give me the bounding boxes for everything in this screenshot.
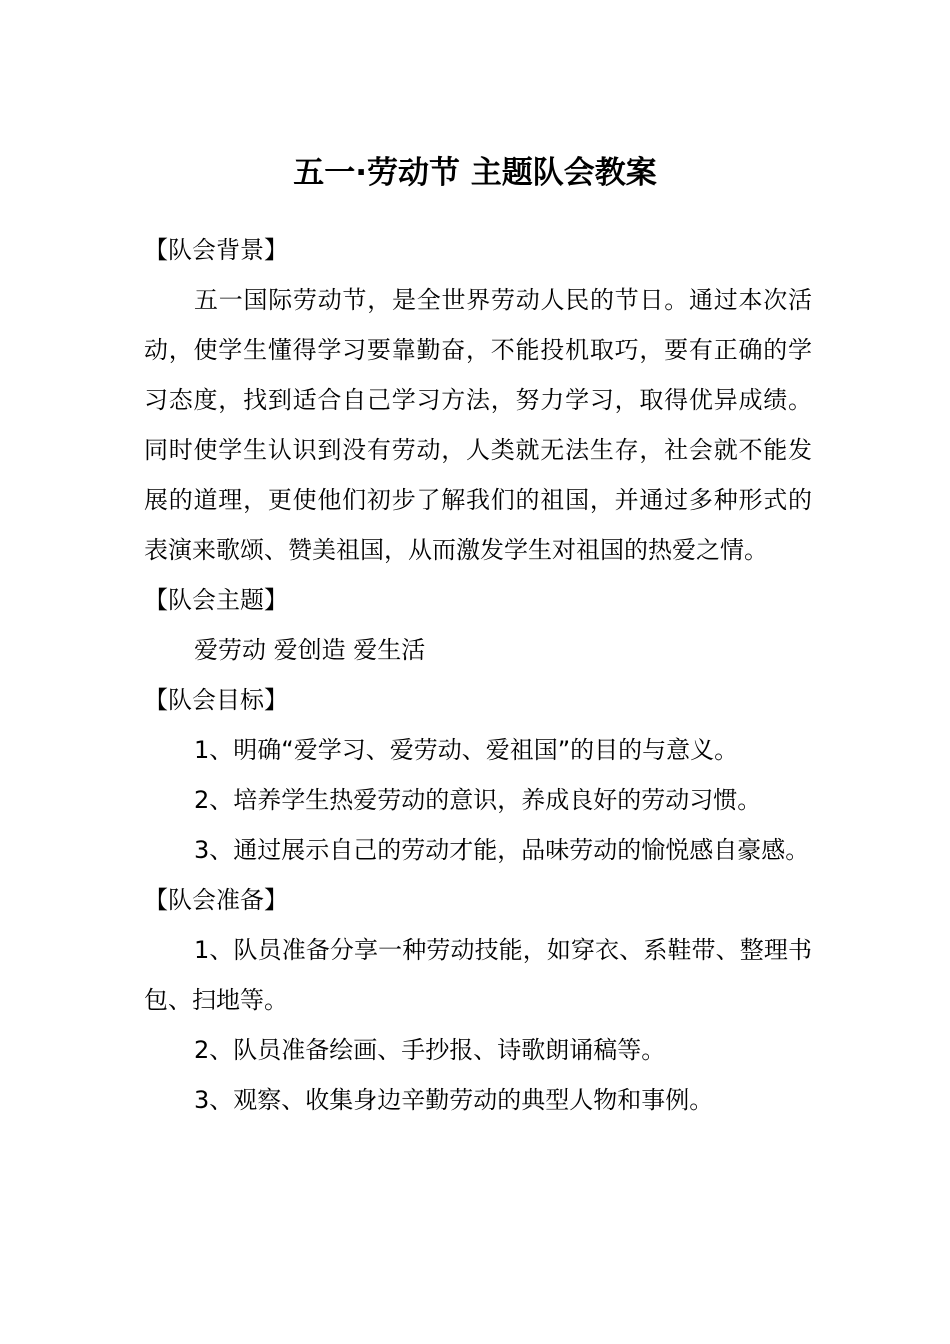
section-heading-background: 【队会背景】 [144, 236, 288, 264]
goal-item: 1、明确“爱学习、爱劳动、爱祖国”的目的与意义。 [194, 736, 739, 764]
section-heading-theme: 【队会主题】 [144, 586, 288, 614]
section-heading-preparation: 【队会准备】 [144, 886, 288, 914]
goal-item: 2、培养学生热爱劳动的意识，养成良好的劳动习惯。 [194, 786, 762, 814]
section-paragraph: 五一国际劳动节，是全世界劳动人民的节日。通过本次活动，使学生懂得学习要靠勤奋，不能投机取巧，要有正确的学习态度，找到适合自己学习方法，努力学习，取得优异成绩。同时使学生认识到没有劳动，人类就无法生存，社会就不能发展的道理，更使他们初步了解我们的祖国，并通过多种形式的表演来歌颂、赞美祖国，从而激发学生对祖国的热爱之情。 [144, 286, 812, 564]
goal-item: 3、通过展示自己的劳动才能，品味劳动的愉悦感自豪感。 [194, 836, 810, 864]
preparation-item: 1、队员准备分享一种劳动技能，如穿衣、系鞋带、整理书包、扫地等。 [144, 936, 812, 1014]
document-title: 五一·劳动节 主题队会教案 [293, 154, 657, 191]
preparation-item: 2、队员准备绘画、手抄报、诗歌朗诵稿等。 [194, 1036, 666, 1064]
document-body [144, 225, 812, 1125]
section-paragraph: 爱劳动 爱创造 爱生活 [194, 636, 426, 664]
section-heading-goals: 【队会目标】 [144, 686, 288, 714]
preparation-item: 3、观察、收集身边辛勤劳动的典型人物和事例。 [194, 1086, 714, 1114]
